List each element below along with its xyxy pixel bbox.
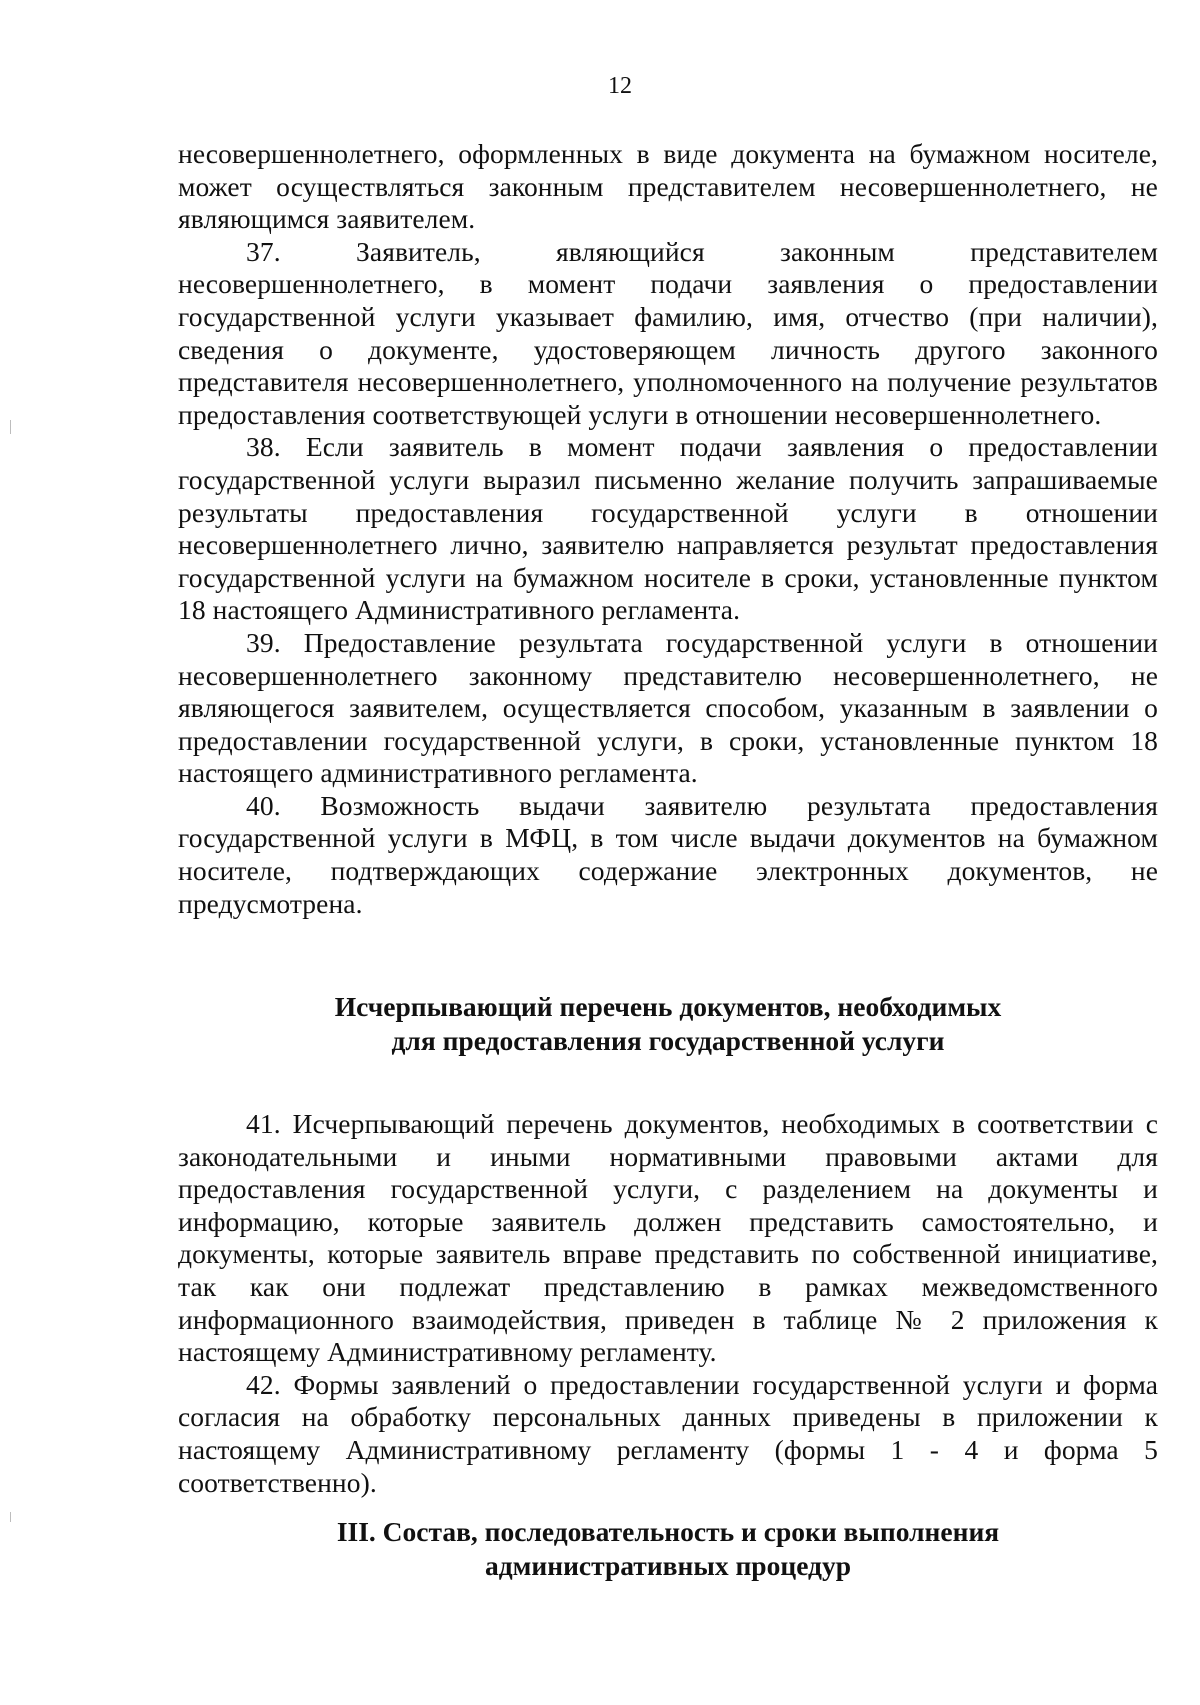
- paragraph-41: 41. Исчерпывающий перечень документов, необходимых в соответствии с законодательными и иными нормативными правовыми актами для предоставления государственной услуги, с разделением на документы и информацию, которые заявитель должен представить самостоятельно, и документы, которые заявитель вправе представить по собственной инициативе, так как они подлежат представлению в рамках межведомственного информационного взаимодействия, приведен в таблице № 2 приложения к настоящему Административному регламенту.: [178, 1108, 1158, 1368]
- heading-line: Исчерпывающий перечень документов, необходимых: [334, 991, 1002, 1022]
- paragraph-40: 40. Возможность выдачи заявителю результата предоставления государственной услуги в МФЦ, в том числе выдачи документов на бумажном носителе, подтверждающих содержание электронных документов, не предусмотрена.: [178, 789, 1158, 919]
- body-text-section-1: [178, 138, 1158, 920]
- heading-line: административных процедур: [485, 1550, 851, 1581]
- paragraph-continuation: несовершеннолетнего, оформленных в виде документа на бумажном носителе, может осуществляться законным представителем несовершеннолетнего, не являющимся заявителем.: [178, 138, 1158, 235]
- scan-margin-mark: [10, 1512, 11, 1522]
- paragraph-39: 39. Предоставление результата государственной услуги в отношении несовершеннолетнего законному представителю несовершеннолетнего, не являющегося заявителем, осуществляется способом, указанным в заявлении о предоставлении государственной услуги, в сроки, установленные пунктом 18 настоящего административного регламента.: [178, 626, 1158, 789]
- paragraph-42: 42. Формы заявлений о предоставлении государственной услуги и форма согласия на обработку персональных данных приведены в приложении к настоящему Административному регламенту (формы 1 - 4 и форма 5 соответственно).: [178, 1368, 1158, 1498]
- heading-line: III. Состав, последовательность и сроки выполнения: [336, 1516, 1000, 1547]
- scan-margin-mark: [10, 420, 11, 434]
- page-number: 12: [608, 73, 632, 99]
- body-text-section-2: [178, 1108, 1158, 1499]
- paragraph-38: 38. Если заявитель в момент подачи заявления о предоставлении государственной услуги выразил письменно желание получить запрашиваемые результаты предоставления государственной услуги в отношении несовершеннолетнего лично, заявителю направляется результат предоставления государственной услуги на бумажном носителе в сроки, установленные пунктом 18 настоящего Административного регламента.: [178, 431, 1158, 626]
- section-heading-documents: [178, 990, 1158, 1058]
- heading-line: для предоставления государственной услуги: [391, 1025, 945, 1056]
- paragraph-37: 37. Заявитель, являющийся законным представителем несовершеннолетнего, в момент подачи заявления о предоставлении государственной услуги указывает фамилию, имя, отчество (при наличии), сведения о документе, удостоверяющем личность другого законного представителя несовершеннолетнего, уполномоченного на получение результатов предоставления соответствующей услуги в отношении несовершеннолетнего.: [178, 235, 1158, 430]
- section-heading-procedures: [178, 1515, 1158, 1583]
